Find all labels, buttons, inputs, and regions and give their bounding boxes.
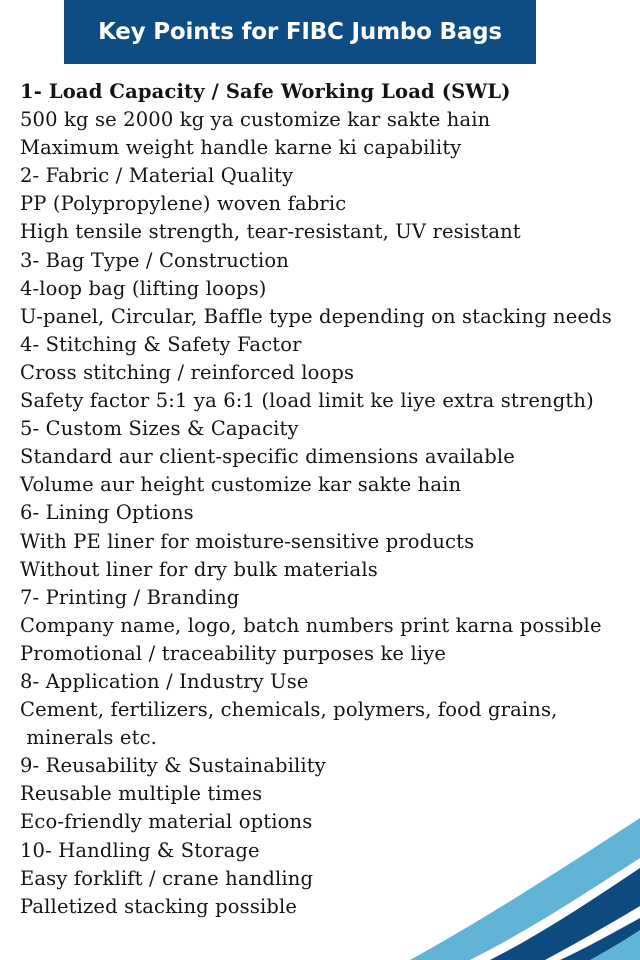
text-line: With PE liner for moisture-sensitive products [20,529,475,553]
text-line: Standard aur client-specific dimensions available [20,445,515,469]
text-line: U-panel, Circular, Baffle type depending on stacking needs [20,304,612,328]
text-line: Cement, fertilizers, chemicals, polymers, food grains, [20,698,558,722]
text-line: Company name, logo, batch numbers print karna possible [20,613,602,637]
text-line: Eco-friendly material options [20,810,313,834]
text-line: Promotional / traceability purposes ke liye [20,641,447,665]
text-line: Volume aur height customize kar sakte hain [20,473,462,497]
wave-light-corner [590,930,640,960]
title-banner [64,0,536,64]
text-line: Cross stitching / reinforced loops [20,360,355,384]
text-line: 5- Custom Sizes & Capacity [20,417,299,441]
text-line: 9- Reusability & Sustainability [20,754,326,778]
text-line: 2- Fabric / Material Quality [20,164,294,188]
text-line: Safety factor 5:1 ya 6:1 (load limit ke liye extra strength) [20,389,594,413]
text-line: High tensile strength, tear-resistant, UV resistant [20,220,521,244]
text-line: Reusable multiple times [20,782,263,806]
text-line: 1- Load Capacity / Safe Working Load (SWL) [20,80,511,103]
text-line: 4-loop bag (lifting loops) [20,276,267,300]
text-line: Without liner for dry bulk materials [20,557,378,581]
text-line: PP (Polypropylene) woven fabric [20,192,347,216]
text-line: 7- Printing / Branding [20,585,240,609]
key-points-list [20,78,632,921]
text-line: 4- Stitching & Safety Factor [20,332,302,356]
page-title: Key Points for FIBC Jumbo Bags [98,19,502,45]
text-line: 8- Application / Industry Use [20,669,309,693]
text-line: 10- Handling & Storage [20,838,260,862]
text-line: 6- Lining Options [20,501,194,525]
text-line: 500 kg se 2000 kg ya customize kar sakte hain [20,108,491,132]
text-line: Easy forklift / crane handling [20,866,314,890]
text-line: Maximum weight handle karne ki capability [20,136,462,160]
text-line: 3- Bag Type / Construction [20,248,289,272]
text-line: minerals etc. [20,726,158,750]
text-line: Palletized stacking possible [20,894,298,918]
